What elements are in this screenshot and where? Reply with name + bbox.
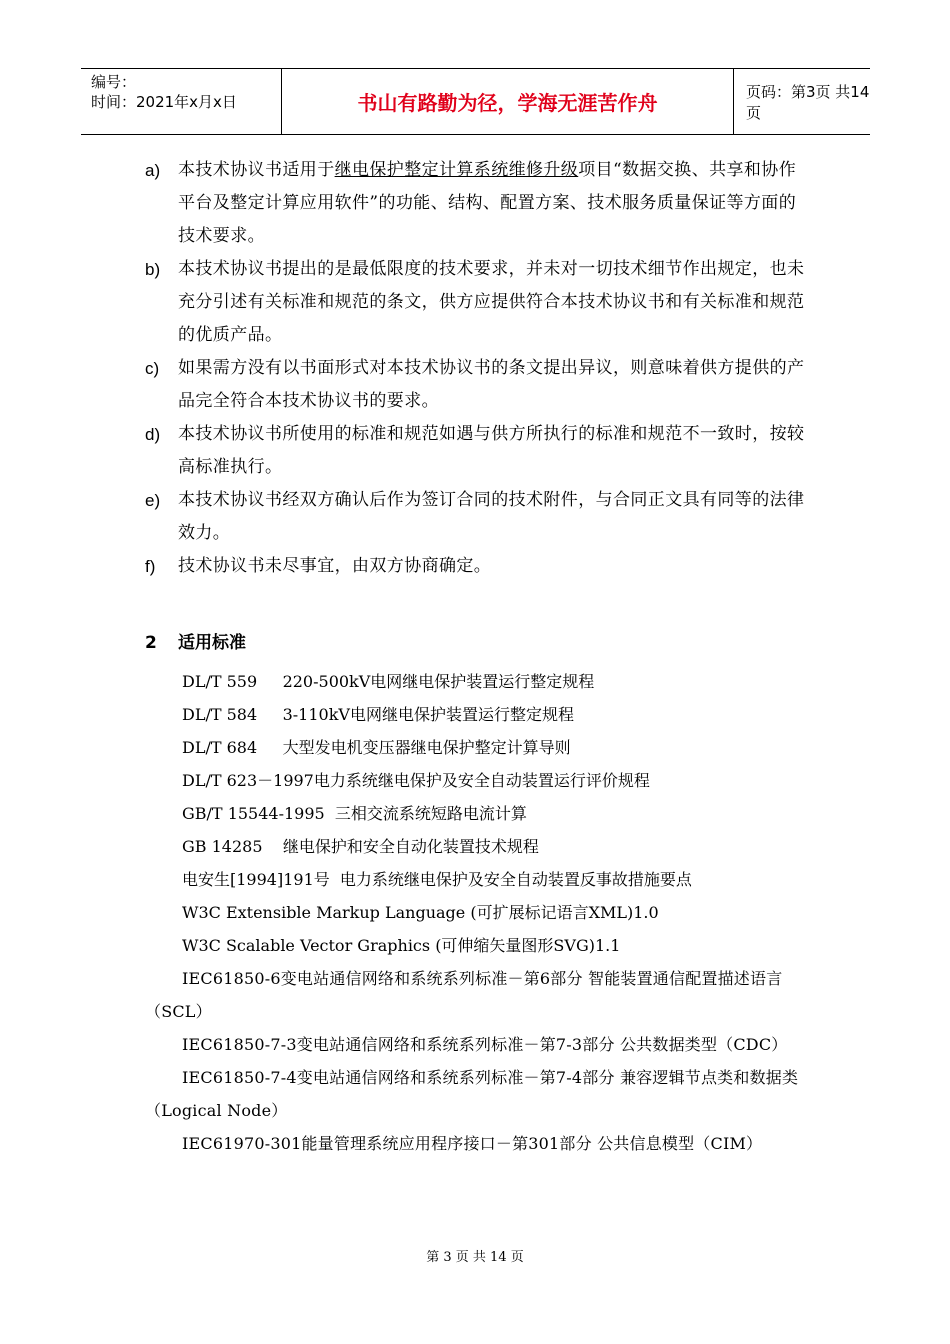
standard-item: IEC61850-7-4变电站通信网络和系统系列标准－第7-4部分 兼容逻辑节点类和数据类（Logical Node） [145, 1068, 799, 1120]
list-text: 本技术协议书所使用的标准和规范如遇与供方所执行的标准和规范不一致时，按较高标准执行。 [178, 424, 805, 477]
standard-item: W3C Scalable Vector Graphics (可伸缩矢量图形SVG)1.1 [182, 936, 621, 955]
list-text: 本技术协议书经双方确认后作为签订合同的技术附件，与合同正文具有同等的法律效力。 [178, 490, 805, 543]
header-motto: 书山有路勤为径，学海无涯苦作舟 [282, 69, 734, 134]
section-heading [145, 628, 246, 653]
list-marker: e) [145, 491, 161, 510]
list-marker: c) [145, 359, 160, 378]
page-footer: 第 3 页 共 14 页 [426, 1250, 524, 1265]
standard-item: DL/T 684 大型发电机变压器继电保护整定计算导则 [182, 738, 571, 757]
standards-list [145, 665, 810, 1160]
list-item [145, 352, 810, 418]
header-meta [81, 69, 282, 134]
list-text: 如果需方没有以书面形式对本技术协议书的条文提出异议，则意味着供方提供的产品完全符合本技术协议书的要求。 [178, 358, 805, 411]
standard-item: DL/T 623－1997电力系统继电保护及安全自动装置运行评价规程 [182, 771, 650, 790]
text-run: 本技术协议书适用于 [178, 160, 335, 180]
list-text: 技术协议书未尽事宜，由双方协商确定。 [178, 556, 492, 576]
list-item [145, 484, 810, 550]
standard-item: IEC61850-6变电站通信网络和系统系列标准－第6部分 智能装置通信配置描述语言（SCL） [145, 969, 783, 1021]
document-time-label: 时间：2021年x月x日 [91, 93, 237, 111]
standard-item: W3C Extensible Markup Language (可扩展标记语言XML)1.0 [182, 903, 659, 922]
standard-item: DL/T 559 220-500kV电网继电保护装置运行整定规程 [182, 672, 595, 691]
underlined-project-name: 继电保护整定计算系统维修升级 [334, 160, 579, 180]
list-marker: f) [145, 557, 156, 576]
document-number-label: 编号： [91, 73, 137, 91]
list-marker: a) [145, 161, 161, 180]
page-header [81, 68, 870, 135]
standard-item: IEC61970-301能量管理系统应用程序接口－第301部分 公共信息模型（CIM） [182, 1134, 763, 1153]
standard-item: GB 14285 继电保护和安全自动化装置技术规程 [182, 837, 539, 856]
standard-item: DL/T 584 3-110kV电网继电保护装置运行整定规程 [182, 705, 574, 724]
list-text: 本技术协议书提出的是最低限度的技术要求，并未对一切技术细节作出规定，也未充分引述有关标准和规范的条文，供方应提供符合本技术协议书和有关标准和规范的优质产品。 [178, 259, 805, 345]
section-title: 适用标准 [178, 633, 246, 653]
standard-item: 电安生[1994]191号 电力系统继电保护及安全自动装置反事故措施要点 [182, 870, 692, 889]
list-item [145, 418, 810, 484]
list-item [145, 253, 810, 352]
requirement-list [145, 154, 810, 583]
list-text [178, 154, 810, 253]
header-page-label: 页码：第3页 共14页 [746, 82, 870, 122]
list-marker: b) [145, 260, 161, 279]
list-item [145, 550, 810, 583]
standard-item: GB/T 15544-1995 三相交流系统短路电流计算 [182, 804, 527, 823]
standard-item: IEC61850-7-3变电站通信网络和系统系列标准－第7-3部分 公共数据类型（CDC） [182, 1035, 788, 1054]
list-item [145, 154, 810, 253]
list-marker: d) [145, 425, 161, 444]
section-number: 2 [145, 633, 157, 653]
text-run: 项目“数据交换、共享和协作平台及整定计算应用软件”的功能、结构、配置方案、技术服务质量保证等方面的技术要求。 [178, 160, 797, 246]
